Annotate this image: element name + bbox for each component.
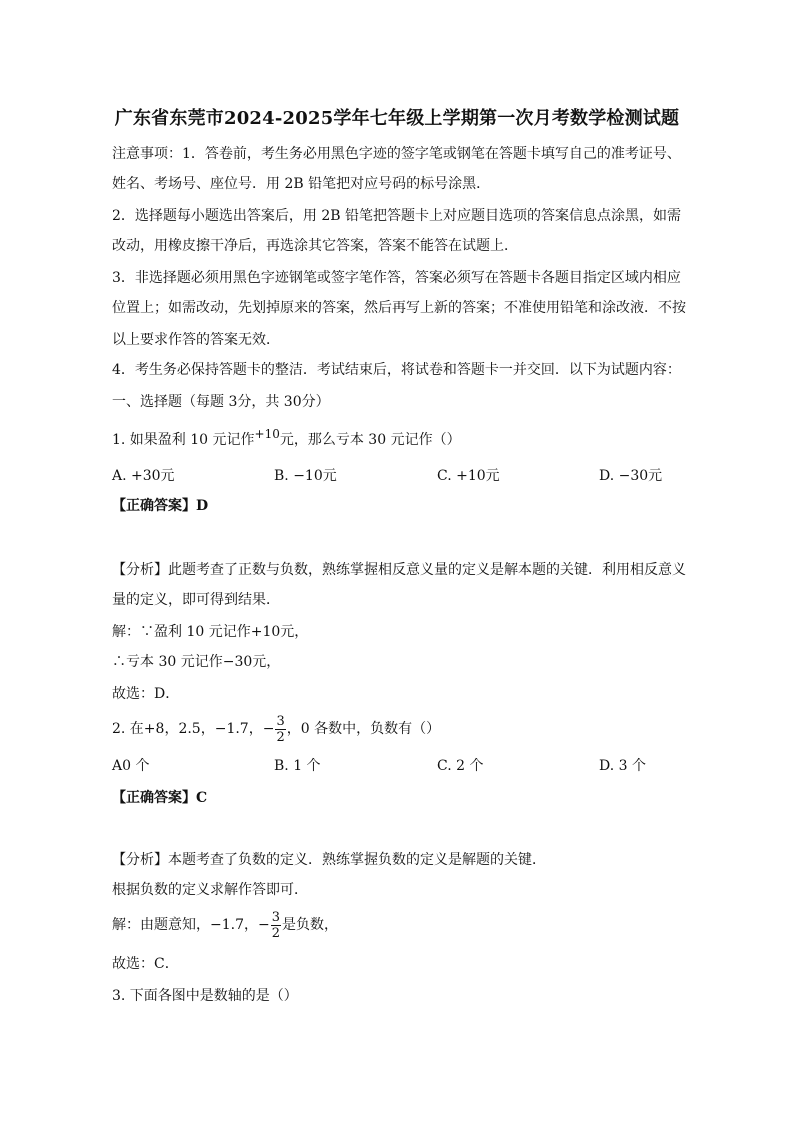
fraction-numerator: 3 (276, 713, 285, 729)
notice-line: 位置上；如需改动，先划掉原来的答案，然后再写上新的答案；不准使用铅笔和涂改液．不按 (112, 300, 686, 316)
fraction-denominator: 2 (271, 925, 281, 941)
q1-solution: 解：∵盈利 10 元记作+10元， (112, 624, 309, 640)
question-2-stem (112, 712, 692, 746)
q1-stem-part: 1. 如果盈利 10 元记作 (112, 432, 255, 448)
q2-fraction (275, 714, 285, 745)
q1-stem-part: 元，那么亏本 30 元记作（） (279, 432, 461, 448)
question-1-stem (112, 427, 692, 450)
document-title: 广东省东莞市2024-2025学年七年级上学期第一次月考数学检测试题 (114, 108, 680, 129)
notice-line: 4．考生务必保持答题卡的整洁．考试结束后，将试卷和答题卡一并交回．以下为试题内容： (112, 362, 681, 378)
fraction-denominator: 2 (276, 729, 285, 745)
notice-line: 3．非选择题必须用黑色字迹钢笔或签字笔作答，答案必须写在答题卡各题目指定区域内相应 (112, 270, 681, 286)
q2-solution: 故选：C． (112, 956, 179, 972)
q1-option-a: A. +30元 (112, 468, 175, 484)
q2-solution (112, 908, 692, 942)
notice-line: 以上要求作答的答案无效． (112, 332, 280, 348)
q1-analysis: 【分析】此题考查了正数与负数，熟练掌握相反意义量的定义是解本题的关键．利用相反意义 (112, 562, 686, 578)
notice-line: 注意事项：1．答卷前，考生务必用黑色字迹的签字笔或钢笔在答题卡填写自己的准考证号、 (112, 146, 681, 162)
q2-solution-fraction (271, 910, 281, 941)
q2-analysis: 【分析】本题考查了负数的定义．熟练掌握负数的定义是解题的关键． (112, 852, 546, 868)
notice-line: 姓名、考场号、座位号．用 2B 铅笔把对应号码的标号涂黑． (112, 176, 491, 192)
q1-option-b: B. −10元 (274, 468, 337, 484)
q2-solution-part: 解：由题意知，−1.7，− (112, 917, 270, 933)
question-3-stem: 3. 下面各图中是数轴的是（） (112, 988, 298, 1004)
q2-stem-part: 2. 在+8，2.5，−1.7，− (112, 721, 275, 737)
q2-option-a: A0 个 (112, 758, 150, 774)
q1-option-d: D. −30元 (599, 468, 663, 484)
q2-analysis: 根据负数的定义求解作答即可． (112, 882, 308, 898)
q2-stem-part: ，0 各数中，负数有（） (286, 721, 441, 737)
notice-line: 2．选择题每小题选出答案后，用 2B 铅笔把答题卡上对应题目选项的答案信息点涂黑，如需 (112, 208, 682, 224)
q2-option-b: B. 1 个 (274, 758, 321, 774)
q2-answer: 【正确答案】C (112, 790, 208, 806)
q1-solution: 故选：D． (112, 686, 180, 702)
section-heading: 一、选择题（每题 3分，共 30分） (112, 394, 330, 410)
q2-option-d: D. 3 个 (599, 758, 646, 774)
q2-solution-part: 是负数， (282, 917, 339, 933)
q1-solution: ∴亏本 30 元记作−30元， (112, 654, 281, 670)
q1-option-c: C. +10元 (437, 468, 500, 484)
q1-analysis: 量的定义，即可得到结果． (112, 592, 280, 608)
q1-answer: 【正确答案】D (112, 498, 209, 514)
fraction-numerator: 3 (271, 909, 281, 925)
notice-line: 改动，用橡皮擦干净后，再选涂其它答案，答案不能答在试题上． (112, 238, 518, 254)
q2-option-c: C. 2 个 (437, 758, 484, 774)
q1-superscript-value: +10 (254, 427, 280, 441)
